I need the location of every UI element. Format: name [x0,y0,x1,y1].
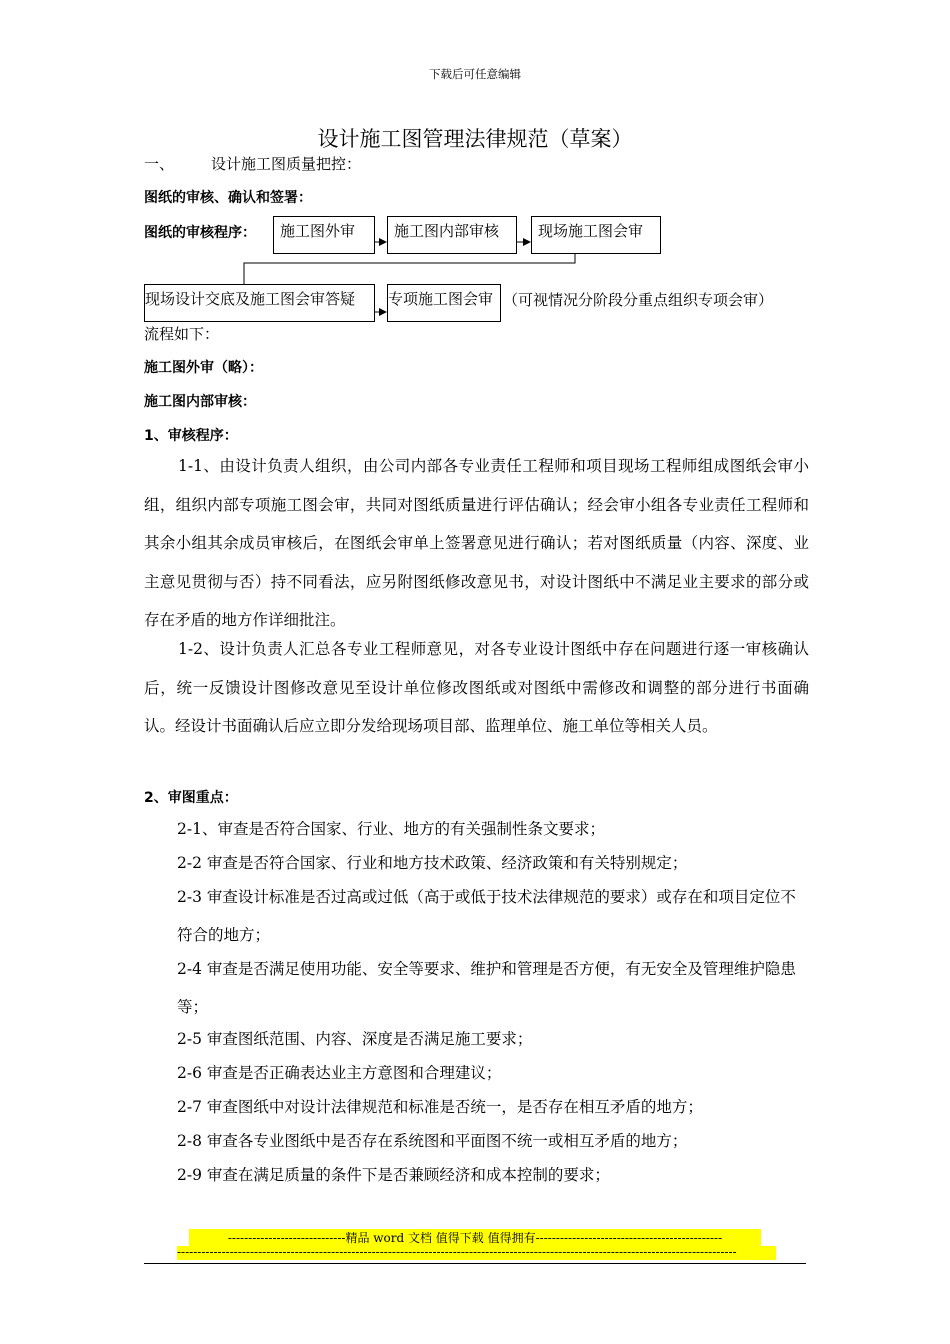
focus-item: 2-9 审查在满足质量的条件下是否兼顾经济和成本控制的要求； [177,1166,610,1184]
sub-heading: 图纸的审核、确认和签署： [144,190,312,206]
focus-item: 2-7 审查图纸中对设计法律规范和标准是否统一，是否存在相互矛盾的地方； [177,1098,703,1116]
paragraph-1-1: 1-1、由设计负责人组织，由公司内部各专业责任工程师和项目现场工程师组成图纸会审小组，组织内部专项施工图会审，共同对图纸质量进行评估确认；经会审小组各专业责任工程师和其余小组其余成员审核后，在图纸会审单上签署意见进行确认；若对图纸质量（内容、深度、业主意见贯彻与否）持不同看法，应另附图纸修改意见书，对设计图纸中不满足业主要求的部分或存在矛盾的地方作详细批注。 [144,457,809,629]
focus-item: 2-6 审查是否正确表达业主方意图和合理建议； [177,1064,502,1082]
flow-after: 流程如下： [144,325,220,343]
footer-dash-line: ------------------------------------------------------------------------------------------------------------------------------------------ [177,1246,776,1260]
focus-item: 2-3 审查设计标准是否过高或过低（高于或低于技术法律规范的要求）或存在和项目定位不符合的地方； [177,888,796,944]
focus-item: 2-5 审查图纸范围、内容、深度是否满足施工要求； [177,1030,533,1048]
paragraph-1-2: 1-2、设计负责人汇总各专业工程师意见，对各专业设计图纸中存在问题进行逐一审核确认后，统一反馈设计图修改意见至设计单位修改图纸或对图纸中需修改和调整的部分进行书面确认。经设计书面确认后应立即分发给现场项目部、监理单位、施工单位等相关人员。 [144,640,809,735]
footer-rule [144,1263,806,1264]
heading-external-review: 施工图外审（略）： [144,360,263,376]
flow-box-special: 专项施工图会审 [387,284,501,322]
focus-item: 2-8 审查各专业图纸中是否存在系统图和平面图不统一或相互矛盾的地方； [177,1132,688,1150]
flow-connectors [0,0,950,400]
flow-label: 图纸的审核程序： [144,225,256,241]
flow-note: （可视情况分阶段分重点组织专项会审） [503,291,774,309]
focus-item: 2-1、审查是否符合国家、行业、地方的有关强制性条文要求； [177,820,605,838]
footer-banner: -----------------------------精品 word 文档 值得下载 值得拥有---------------------------------------------- [189,1229,761,1247]
document-title: 设计施工图管理法律规范（草案） [317,127,633,151]
header-note: 下载后可任意编辑 [429,67,521,81]
focus-item: 2-4 审查是否满足使用功能、安全等要求、维护和管理是否方便，有无安全及管理维护隐患等； [177,960,796,1016]
section-heading: 设计施工图质量把控： [211,155,362,173]
return-line [244,254,575,284]
flow-box-onsite: 现场施工图会审 [531,216,661,254]
flow-box-external: 施工图外审 [273,216,375,254]
heading-internal-review: 施工图内部审核： [144,394,256,410]
flow-box-internal: 施工图内部审核 [387,216,517,254]
section-number: 一、 [144,155,175,173]
heading-focus: 2、审图重点： [144,790,238,806]
heading-procedure: 1、审核程序： [144,428,238,444]
flow-box-disclosure: 现场设计交底及施工图会审答疑 [144,284,375,322]
focus-item: 2-2 审查是否符合国家、行业和地方技术政策、经济政策和有关特别规定； [177,854,688,872]
